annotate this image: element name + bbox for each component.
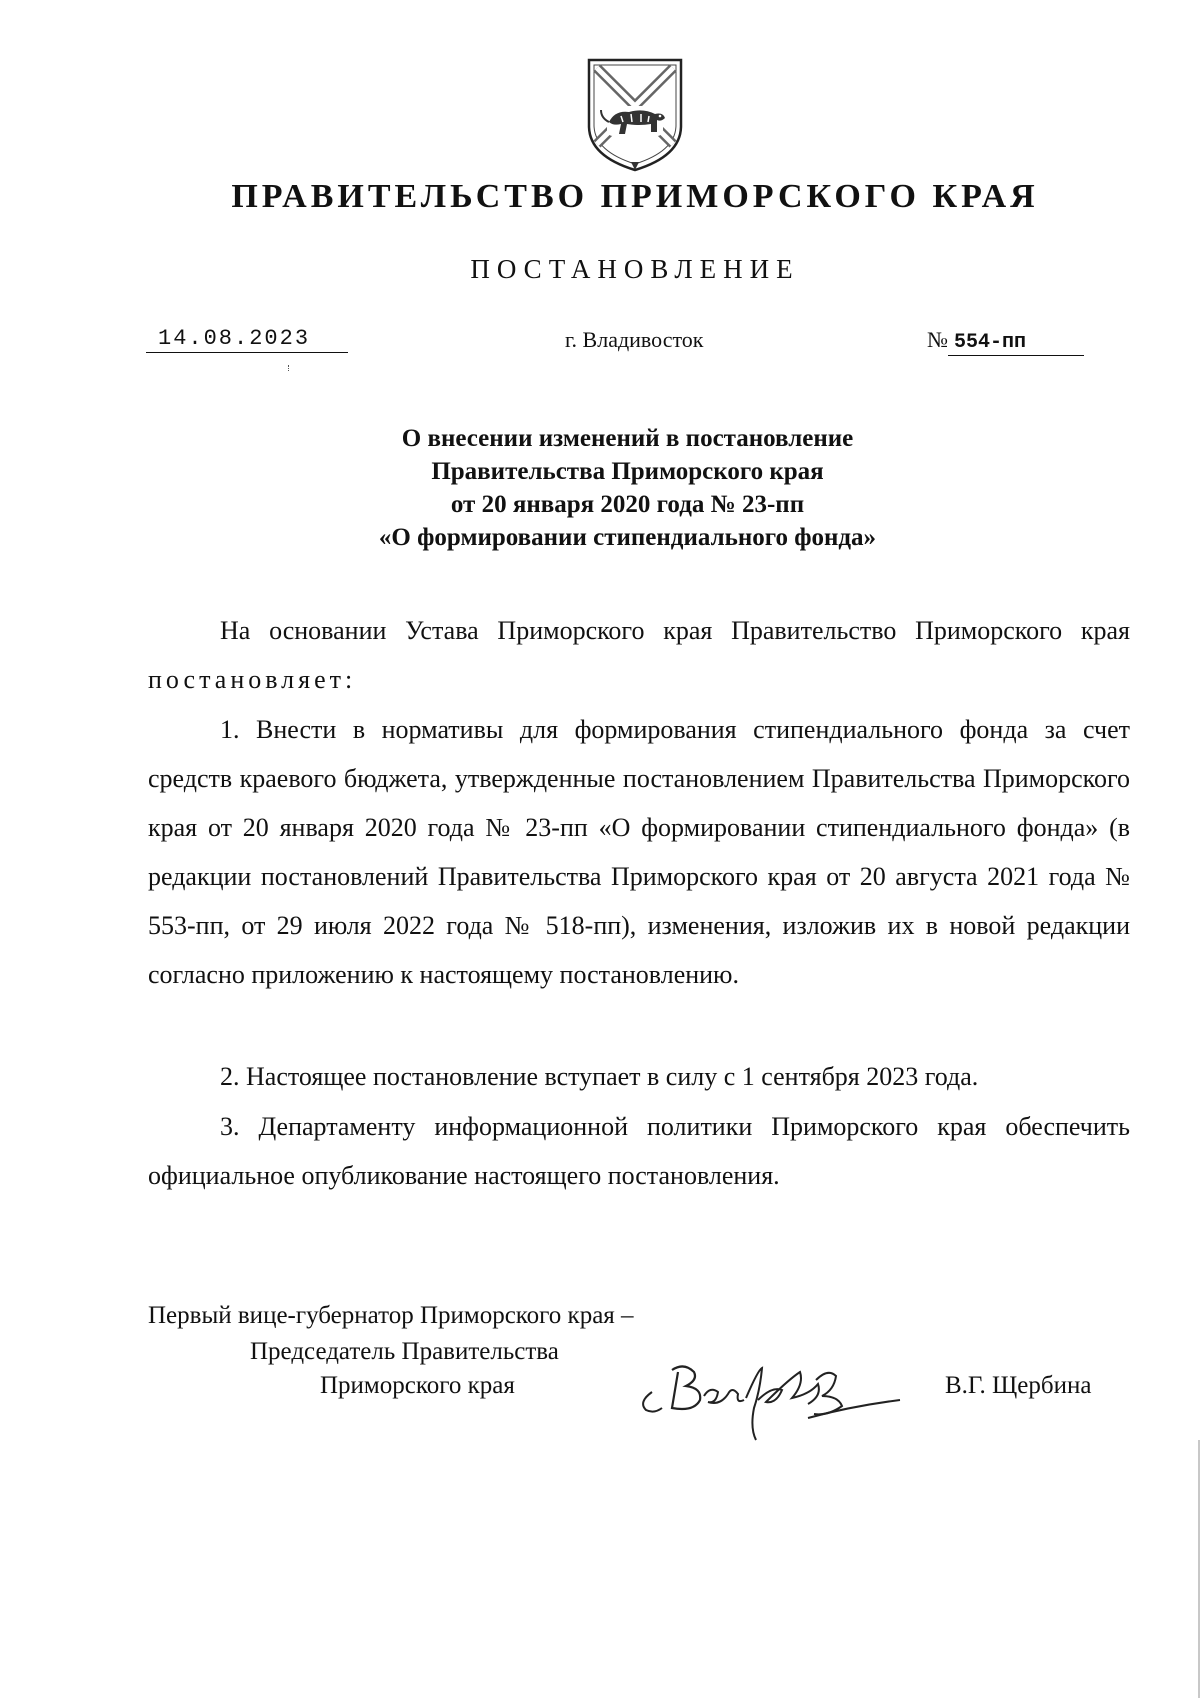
item-2-paragraph: 2. Настоящее постановление вступает в силу с 1 сентября 2023 года. [220,1062,979,1091]
signer-position-line-2: Председатель Правительства [250,1338,559,1365]
scan-mark [288,365,290,371]
document-subject [0,422,1200,554]
signer-position-line-3: Приморского края [320,1372,515,1399]
organization-title: ПРАВИТЕЛЬСТВО ПРИМОРСКОГО КРАЯ [231,178,1039,215]
handwritten-signature [632,1350,922,1450]
item-1-paragraph: 1. Внести в нормативы для формирования стипендиального фонда за счет средств краевого бюджета, утвержденные постановлением Правительства Приморского края от 20 января 2020 года № 23-пп «О формировании стипендиального фонда» (в редакции постановлений Правительства Приморского края от 20 августа 2021 года № 553-пп, от 29 июля 2022 года № 518-пп), изменения, изложив их в новой редакции согласно приложению к настоящему постановлению. [148,715,1130,989]
document-city: г. Владивосток [565,327,704,352]
intro-text: На основании Устава Приморского края Правительство Приморского края [220,616,1130,645]
number-value: 554-пп [948,331,1084,356]
signer-name: В.Г. Щербина [945,1372,1092,1399]
subject-line: от 20 января 2020 года № 23-пп [450,491,805,518]
subject-line: «О формировании стипендиального фонда» [378,524,877,551]
number-label: № [927,327,948,352]
intro-verb: постановляет: [148,665,357,694]
document-date: 14.08.2023 [146,326,348,353]
subject-line: Правительства Приморского края [431,458,824,485]
document-number [927,327,1084,356]
intro-paragraph [148,606,1130,704]
document-type: ПОСТАНОВЛЕНИЕ [470,254,800,284]
subject-line: О внесении изменений в постановление [401,425,854,452]
item-3-paragraph: 3. Департаменту информационной политики Приморского края обеспечить официальное опубликование настоящего постановления. [148,1112,1130,1190]
coat-of-arms-icon [585,56,685,174]
signer-position-line-1: Первый вице-губернатор Приморского края – [148,1302,634,1329]
